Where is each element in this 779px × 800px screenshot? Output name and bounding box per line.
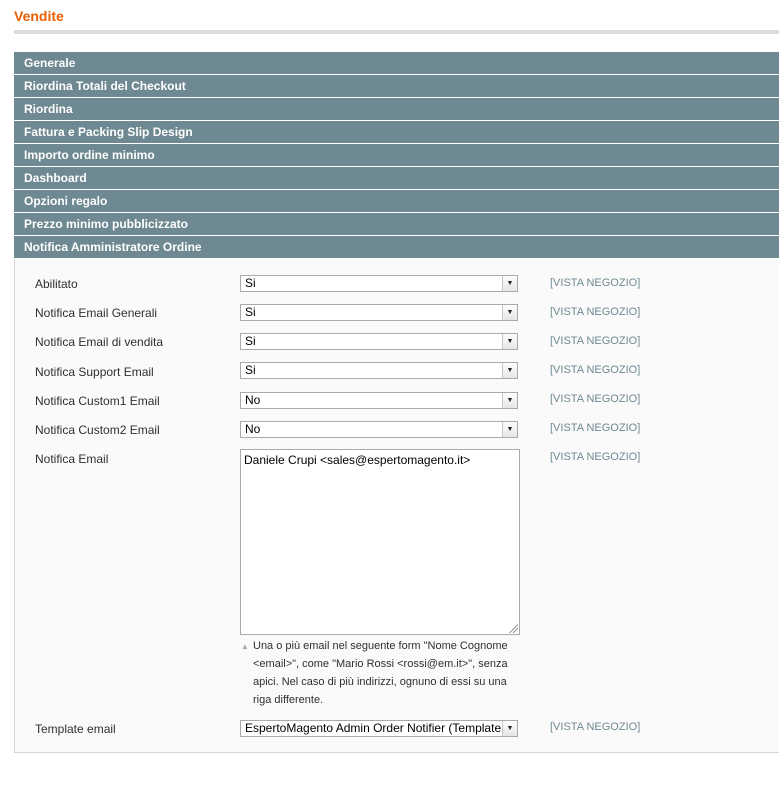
section-fattura-packing-slip[interactable]: Fattura e Packing Slip Design	[14, 121, 779, 143]
scope-label: [VISTA NEGOZIO]	[550, 306, 641, 318]
chevron-down-icon: ▼	[502, 422, 517, 437]
field-label-custom2-email: Notifica Custom2 Email	[35, 423, 160, 437]
field-note	[240, 637, 520, 709]
field-label-custom1-email: Notifica Custom1 Email	[35, 394, 160, 408]
section-importo-ordine-minimo[interactable]: Importo ordine minimo	[14, 144, 779, 166]
field-label-notifica-email: Notifica Email	[35, 452, 109, 466]
email-vendita-select[interactable]	[240, 333, 518, 350]
note-text: Una o più email nel seguente form "Nome Cognome <email>", come "Mario Rossi <rossi@em.it>", senza apici. Nel caso di più indirizzi, ognuno di essi su una riga differente.	[253, 640, 508, 706]
field-label-email-generali: Notifica Email Generali	[35, 306, 158, 320]
chevron-down-icon: ▼	[502, 393, 517, 408]
chevron-down-icon: ▼	[502, 721, 517, 736]
field-label-email-vendita: Notifica Email di vendita	[35, 335, 164, 349]
notifica-email-textarea[interactable]	[240, 449, 520, 635]
custom1-email-select[interactable]	[240, 392, 518, 409]
section-riordina-totali-checkout[interactable]: Riordina Totali del Checkout	[14, 75, 779, 97]
select-value: Si	[245, 363, 256, 377]
chevron-down-icon: ▼	[502, 334, 517, 349]
scope-label: [VISTA NEGOZIO]	[550, 277, 641, 289]
abilitato-select[interactable]	[240, 275, 518, 292]
resize-grip-icon[interactable]	[508, 623, 518, 633]
custom2-email-select[interactable]	[240, 421, 518, 438]
section-prezzo-minimo[interactable]: Prezzo minimo pubblicizzato	[14, 213, 779, 235]
page-title: Vendite	[14, 8, 64, 24]
scope-label: [VISTA NEGOZIO]	[550, 335, 641, 347]
triangle-up-icon: ▲	[241, 642, 249, 651]
select-value: No	[245, 422, 261, 436]
scope-label: [VISTA NEGOZIO]	[550, 393, 641, 405]
scope-label: [VISTA NEGOZIO]	[550, 721, 641, 733]
template-email-select[interactable]	[240, 720, 518, 737]
section-notifica-amministratore-ordine[interactable]: Notifica Amministratore Ordine	[14, 236, 779, 258]
chevron-down-icon: ▼	[502, 305, 517, 320]
chevron-down-icon: ▼	[502, 363, 517, 378]
select-value: Si	[245, 276, 256, 290]
select-value: No	[245, 393, 261, 407]
scope-label: [VISTA NEGOZIO]	[550, 451, 641, 463]
section-opzioni-regalo[interactable]: Opzioni regalo	[14, 190, 779, 212]
field-label-support-email: Notifica Support Email	[35, 365, 154, 379]
section-generale[interactable]: Generale	[14, 52, 779, 74]
textarea-value: Daniele Crupi <sales@espertomagento.it>	[244, 453, 471, 467]
chevron-down-icon: ▼	[502, 276, 517, 291]
section-riordina[interactable]: Riordina	[14, 98, 779, 120]
email-generali-select[interactable]	[240, 304, 518, 321]
select-value: Si	[245, 334, 256, 348]
support-email-select[interactable]	[240, 362, 518, 379]
title-divider	[14, 30, 779, 34]
field-label-template-email: Template email	[35, 722, 116, 736]
config-sections	[14, 52, 779, 259]
scope-label: [VISTA NEGOZIO]	[550, 364, 641, 376]
field-label-abilitato: Abilitato	[35, 277, 78, 291]
section-dashboard[interactable]: Dashboard	[14, 167, 779, 189]
scope-label: [VISTA NEGOZIO]	[550, 422, 641, 434]
select-value: EspertoMagento Admin Order Notifier (Template	[245, 721, 502, 735]
select-value: Si	[245, 305, 256, 319]
